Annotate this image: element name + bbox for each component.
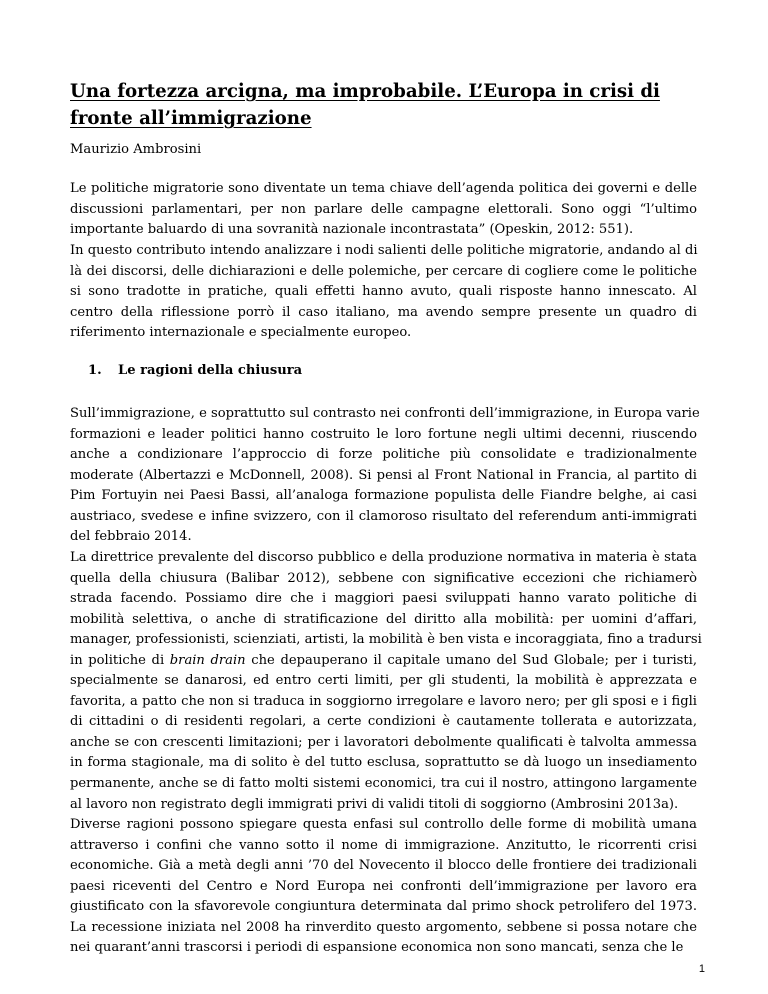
text-line: permanente, anche se di fatto molti sistemi economici, tra cui il nostro, attingono largamente	[70, 776, 697, 792]
text-line: austriaco, svedese e infine svizzero, con il clamoroso risultato del referendum anti-immigrati	[70, 508, 697, 524]
intro-paragraph-1	[70, 179, 697, 241]
text-line: importante baluardo di una sovranità nazionale incontrastata” (Opeskin, 2012: 551).	[70, 222, 634, 238]
text-line: moderate (Albertazzi e McDonnell, 2008). Si pensi al Front National in Francia, al partito di	[70, 467, 697, 483]
text-line: favorita, a patto che non si traduca in soggiorno irregolare e lavoro nero; per gli sposi e i figli	[70, 693, 697, 709]
text-line: strada facendo. Possiamo dire che i maggiori paesi sviluppati hanno varato politiche di	[70, 591, 697, 607]
text-line: La direttrice prevalente del discorso pubblico e della produzione normativa in materia è stata	[70, 550, 697, 565]
text-line: discussioni parlamentari, per non parlare delle campagne elettorali. Sono oggi “l’ultimo	[70, 201, 697, 217]
text-line: quella della chiusura (Balibar 2012), sebbene con significative eccezioni che richiamerò	[70, 570, 697, 586]
text-line: attraverso i confini che vanno sotto il nome di immigrazione. Anzitutto, le ricorrenti crisi	[70, 837, 697, 853]
text-line: paesi riceventi del Centro e Nord Europa nei confronti dell’immigrazione per lavoro era	[70, 878, 697, 894]
text-line: La recessione iniziata nel 2008 ha rinverdito questo argomento, sebbene si possa notare che	[70, 919, 697, 935]
text-line: Sull’immigrazione, e soprattutto sul contrasto nei confronti dell’immigrazione, in Europa varie	[70, 406, 700, 421]
text-line: economiche. Già a metà degli anni ’70 del Novecento il blocco delle frontiere dei tradizionali	[70, 858, 697, 874]
section-paragraph-3	[70, 815, 697, 959]
text-line: formazioni e leader politici hanno costruito le loro fortune negli ultimi decenni, riuscendo	[70, 426, 697, 442]
text-line: anche a condizionare l’approccio di forze politiche più consolidate e tradizionalmente	[70, 447, 697, 463]
text-line: giustificato con la sfavorevole congiuntura determinata dal primo shock petrolifero del 1973.	[70, 899, 697, 915]
page-number: 1	[698, 963, 705, 975]
text-line: nei quarant’anni trascorsi i periodi di espansione economica non sono mancati, senza che le	[70, 940, 684, 956]
text-line: Pim Fortuyin nei Paesi Bassi, all’analoga formazione populista delle Fiandre belghe, ai casi	[70, 488, 697, 504]
document-title: Una fortezza arcigna, ma improbabile. L’Europa in crisi di fronte all’immigrazione	[70, 81, 660, 129]
text-line: specialmente se danarosi, ed entro certi limiti, per gli studenti, la mobilità è apprezzata e	[70, 673, 697, 689]
intro-paragraph-2	[70, 241, 697, 344]
text-line: di cittadini o di residenti regolari, a certe condizioni è cautamente tollerata e autorizzata,	[70, 714, 697, 730]
text-line: riferimento internazionale e specialmente europeo.	[70, 325, 412, 341]
author-name: Maurizio Ambrosini	[70, 142, 202, 157]
section-heading	[88, 361, 302, 381]
text-line: in politiche di brain drain che depauperano il capitale umano del Sud Globale; per i turisti,	[70, 652, 697, 668]
section-title: Le ragioni della chiusura	[118, 363, 303, 378]
text-line: in forma stagionale, ma di solito è del tutto esclusa, soprattutto se dà luogo un insediamento	[70, 755, 697, 771]
text-line: centro della riflessione porrò il caso italiano, ma avendo sempre presente un quadro di	[70, 304, 697, 320]
text-line: Le politiche migratorie sono diventate un tema chiave dell’agenda politica dei governi e delle	[70, 181, 697, 196]
section-number: 1.	[88, 363, 102, 378]
text-line: del febbraio 2014.	[70, 529, 192, 545]
section-paragraph-2	[70, 548, 702, 815]
section-paragraph-1	[70, 404, 700, 548]
text-line: Diverse ragioni possono spiegare questa enfasi sul controllo delle forme di mobilità umana	[70, 817, 697, 832]
text-line: là dei discorsi, delle dichiarazioni e delle polemiche, per cercare di cogliere come le politiche	[70, 263, 697, 279]
text-line: al lavoro non registrato degli immigrati privi di validi titoli di soggiorno (Ambrosini 2013a).	[70, 796, 679, 812]
text-line: mobilità selettiva, o anche di stratificazione del diritto alla mobilità: per uomini d’affari,	[70, 611, 697, 627]
text-line: si sono tradotte in pratiche, quali effetti hanno avuto, quali risposte hanno innescato. Al	[70, 284, 697, 300]
text-line: In questo contributo intendo analizzare i nodi salienti delle politiche migratorie, andando al di	[70, 243, 698, 258]
text-line: anche se con crescenti limitazioni; per i lavoratori debolmente qualificati è talvolta ammessa	[70, 734, 697, 750]
text-line: manager, professionisti, scienziati, artisti, la mobilità è ben vista e incoraggiata, fino a tradursi	[70, 632, 702, 648]
